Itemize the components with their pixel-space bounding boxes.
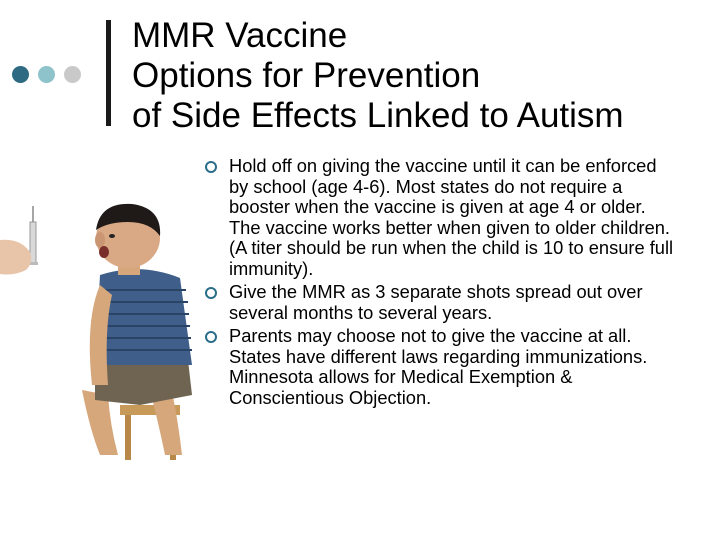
bullet-text: Parents may choose not to give the vaccine at all. States have different laws regarding immunizations. Minnesota allows for Medical Exemption & Conscientious Objection. [229,325,648,408]
dot-dark [12,66,29,83]
title-line-3: of Side Effects Linked to Autism [132,96,624,135]
decorative-dots [12,66,81,83]
bullet-text: Give the MMR as 3 separate shots spread out over several months to several years. [229,281,643,323]
title-divider [106,20,111,126]
title-line-1: MMR Vaccine [132,16,348,55]
bullet-circle-icon [205,287,217,299]
bullet-text: Hold off on giving the vaccine until it can be enforced by school (age 4-6). Most states do not require a booster when the vaccine is given at age 4 or older. The vaccine works better when given to older children. (A titer should be run when the child is 10 to ensure full immunity). [229,155,674,279]
child-vaccine-photo [0,200,200,460]
bullet-item [205,282,675,323]
bullet-item [205,326,675,408]
title-line-2: Options for Prevention [132,56,481,95]
bullet-circle-icon [205,161,217,173]
bullet-circle-icon [205,331,217,343]
slide-title [132,16,722,136]
dot-gray [64,66,81,83]
bullet-item [205,156,675,279]
dot-light [38,66,55,83]
bullet-list [205,156,675,411]
